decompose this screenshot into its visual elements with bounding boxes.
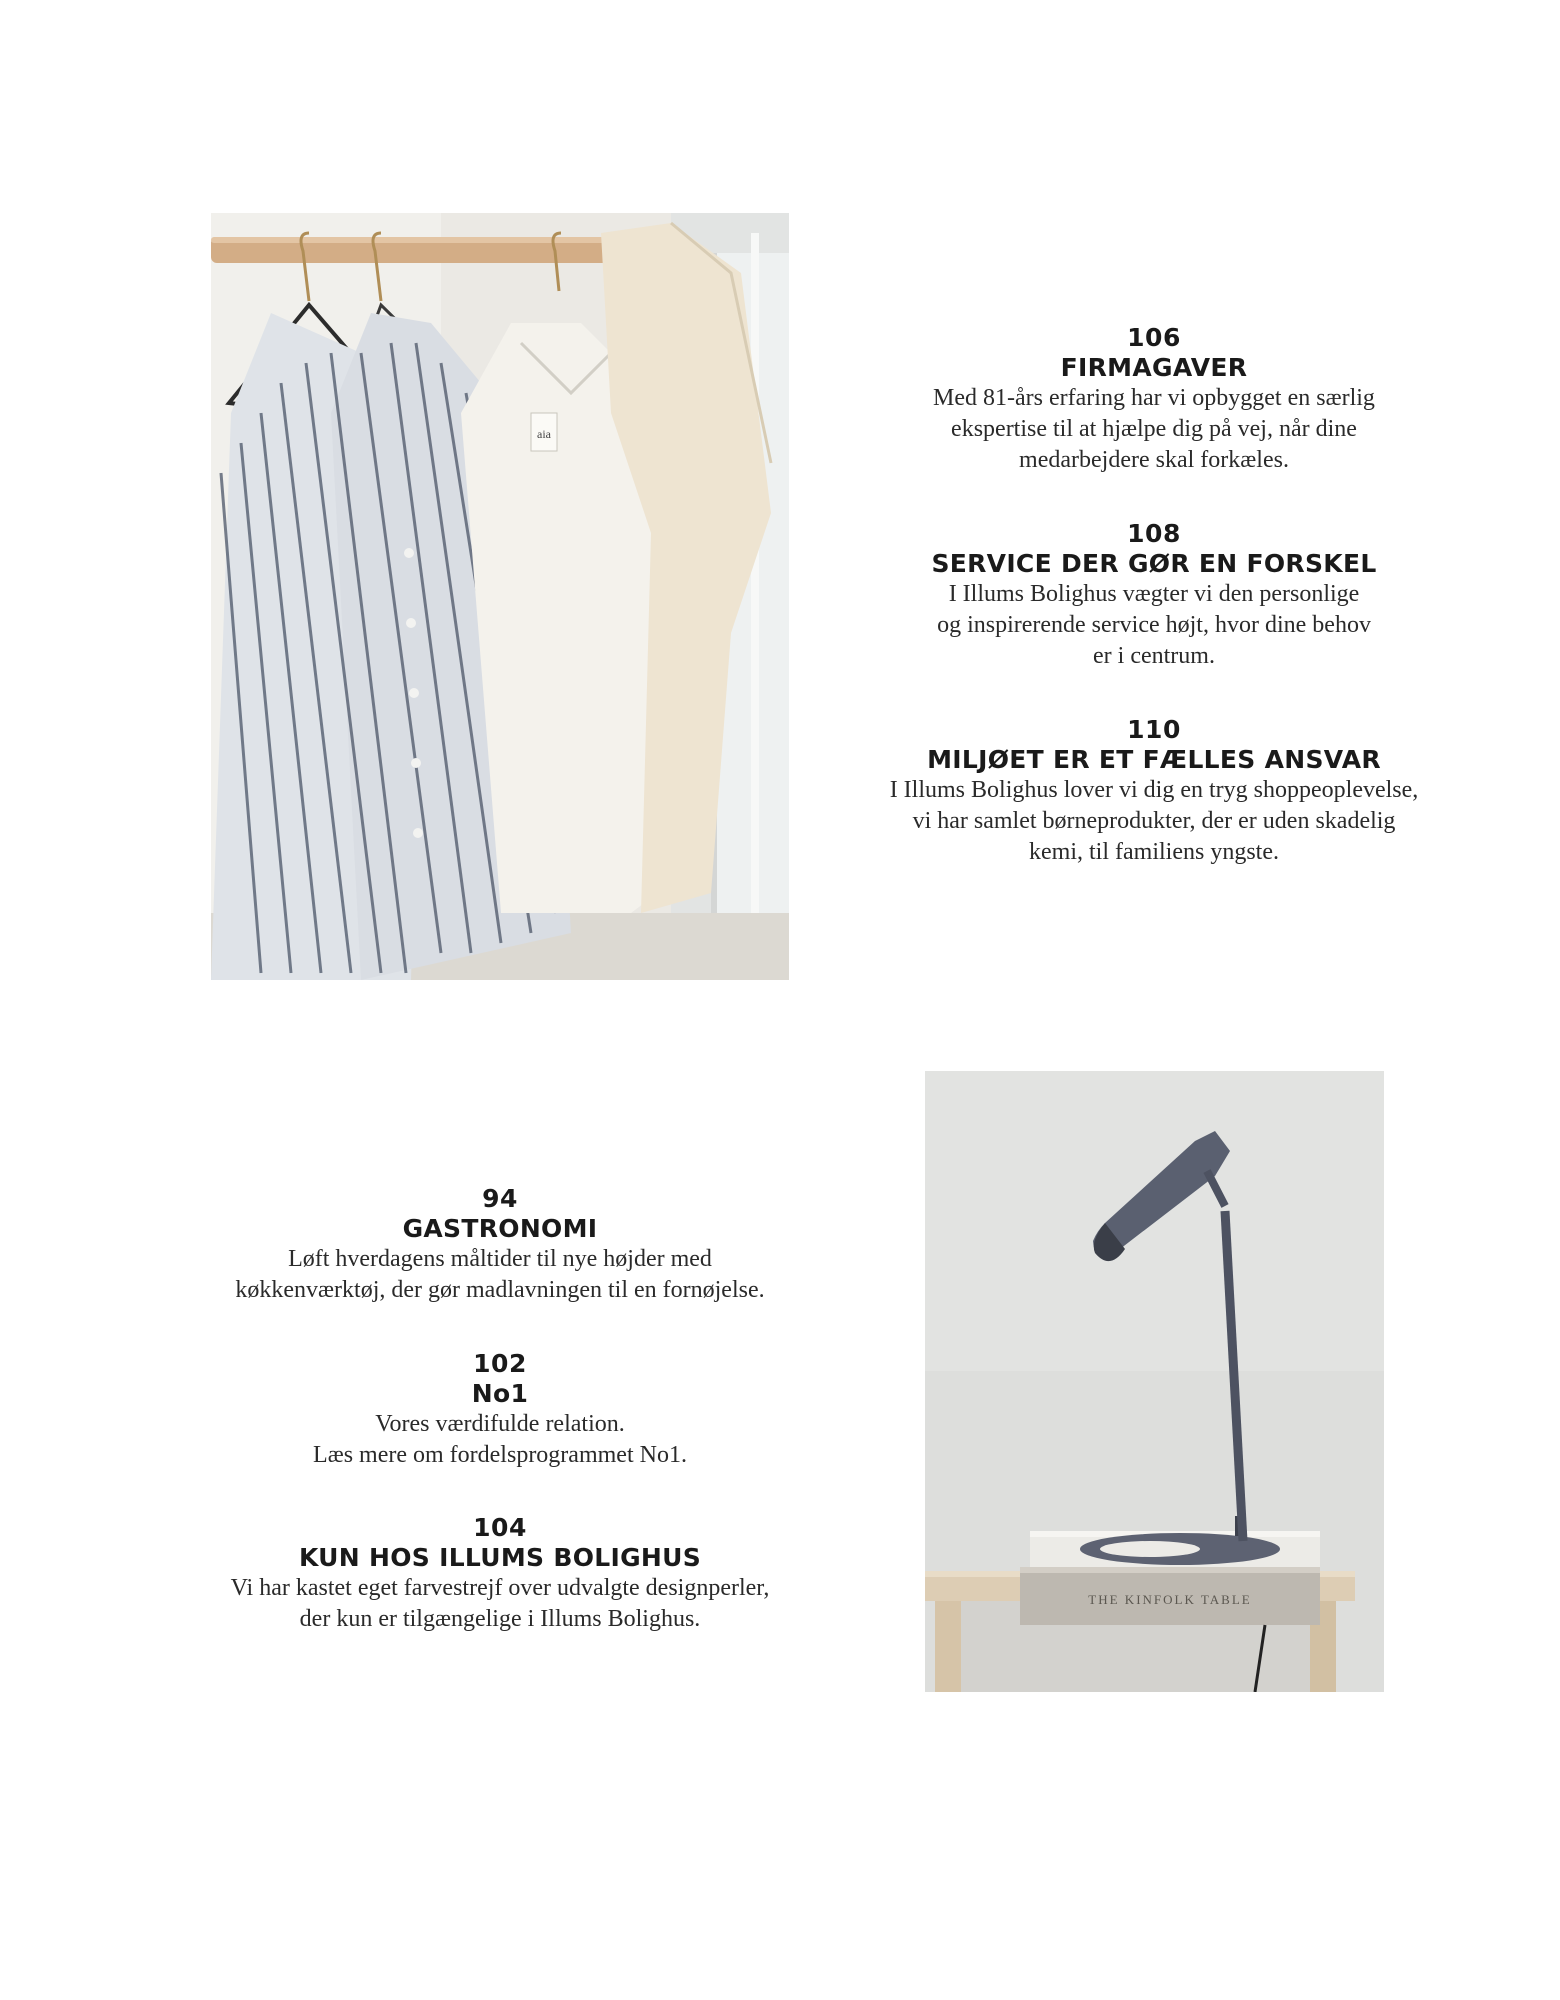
section-description [834, 383, 1474, 476]
section-description [834, 579, 1474, 672]
page-number: 110 [1127, 715, 1181, 744]
description-line: og inspirerende service højt, hvor dine behov [937, 612, 1371, 638]
section-title: SERVICE DER GØR EN FORSKEL [931, 549, 1377, 578]
table-lamp-photo [925, 1071, 1384, 1692]
section-title: MILJØET ER ET FÆLLES ANSVAR [927, 745, 1381, 774]
section-firmagaver [834, 323, 1474, 476]
description-line: vi har samlet børneprodukter, der er uden skadelig [912, 808, 1396, 834]
description-line: der kun er tilgængelige i Illums Bolighus. [299, 1606, 701, 1632]
section-title: GASTRONOMI [402, 1214, 598, 1243]
section-gastronomi [180, 1184, 820, 1306]
description-line: I Illums Bolighus lover vi dig en tryg shoppeoplevelse, [889, 777, 1419, 803]
section-description [180, 1409, 820, 1471]
description-line: I Illums Bolighus vægter vi den personlige [948, 581, 1360, 607]
description-line: køkkenværktøj, der gør madlavningen til en fornøjelse. [235, 1277, 765, 1303]
section-title: FIRMAGAVER [1060, 353, 1248, 382]
description-line: Læs mere om fordelsprogrammet No1. [313, 1442, 687, 1468]
section-service [834, 519, 1474, 672]
description-line: er i centrum. [1093, 643, 1215, 669]
clothes-rail-photo [211, 213, 789, 980]
page-number: 102 [473, 1349, 527, 1378]
book-spine-text: THE KINFOLK TABLE [1088, 1592, 1252, 1607]
section-kun-hos [180, 1513, 820, 1635]
section-no1 [180, 1349, 820, 1471]
clothes-rail-illustration [211, 213, 789, 980]
description-line: Vores værdifulde relation. [375, 1411, 625, 1437]
garment-label-tag: aia [537, 427, 551, 441]
description-line: ekspertise til at hjælpe dig på vej, når dine [951, 416, 1357, 442]
description-line: kemi, til familiens yngste. [1029, 839, 1279, 865]
section-description [834, 775, 1474, 868]
section-description [180, 1573, 820, 1635]
page-number: 104 [473, 1513, 527, 1542]
table-lamp-illustration [925, 1071, 1384, 1692]
description-line: Løft hverdagens måltider til nye højder med [288, 1246, 712, 1272]
section-description [180, 1244, 820, 1306]
section-title: No1 [471, 1379, 529, 1408]
section-miljoet [834, 715, 1474, 868]
description-line: medarbejdere skal forkæles. [1019, 447, 1289, 473]
description-line: Med 81-års erfaring har vi opbygget en særlig [933, 385, 1375, 411]
page-number: 106 [1127, 323, 1181, 352]
page-number: 108 [1127, 519, 1181, 548]
description-line: Vi har kastet eget farvestrejf over udvalgte designperler, [230, 1575, 770, 1601]
page-number: 94 [482, 1184, 518, 1213]
section-title: KUN HOS ILLUMS BOLIGHUS [298, 1543, 702, 1572]
